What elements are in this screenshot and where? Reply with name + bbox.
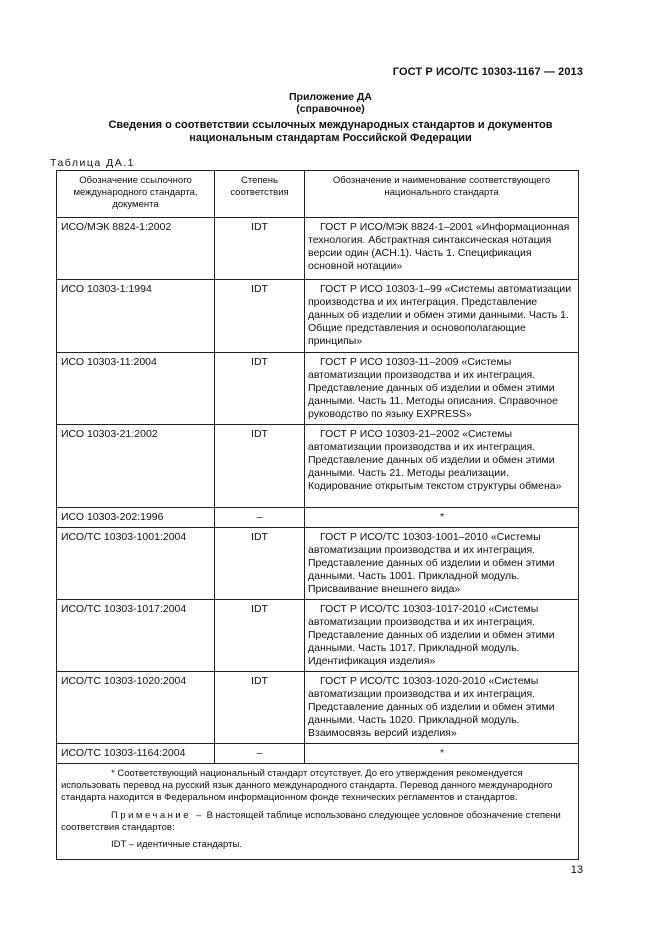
cell-standard: ИСО 10303-1:1994 <box>57 280 215 353</box>
note-lead: Примечание – <box>111 810 204 821</box>
document-code-header: ГОСТ Р ИСО/ТС 10303-1167 — 2013 <box>392 66 583 78</box>
annex-title: Приложение ДА <box>289 91 372 103</box>
cell-national <box>305 672 579 744</box>
annex-type: (справочное) <box>296 103 365 115</box>
cell-national <box>305 280 579 353</box>
cell-degree: – <box>215 744 305 764</box>
national-standard-text: ГОСТ Р ИСО 10303-21–2002 «Системы автоматизации производства и их интеграция. Представление данных об изделии и обмен этими данными. Часть 21. Методы реализации. Кодирование открытым текстом структуры обмена» <box>308 428 562 492</box>
table-row <box>57 508 579 528</box>
note-text: В настоящей таблице использовано следующее условное обозначение степени соответствия стандартов: <box>61 810 561 833</box>
column-header-standard: Обозначение ссылочного международного стандарта, документа <box>57 171 215 218</box>
table-row <box>57 744 579 764</box>
cell-degree: IDT <box>215 600 305 672</box>
cell-degree: IDT <box>215 353 305 425</box>
column-header-national: Обозначение и наименование соответствующего национального стандарта <box>305 171 579 218</box>
footnote-text: * Соответствующий национальный стандарт отсутствует. До его утверждения рекомендуется использовать перевод на русский язык данного международного стандарта. Перевод данного международного стандарта находится в Федеральном информационном фонде технических регламентов и стандартов. <box>61 768 553 803</box>
page-number: 13 <box>570 864 583 876</box>
national-standard-text: ГОСТ Р ИСО 10303-1–99 «Системы автоматизации производства и их интеграция. Представление данных об изделии и обмен этими данными. Часть 1. Общие представления и основополагающие принципы» <box>308 283 572 347</box>
cell-degree: – <box>215 508 305 528</box>
national-standard-text: ГОСТ Р ИСО/ТС 10303-1001–2010 «Системы автоматизации производства и их интеграция. Представление данных об изделии и обмен этими данными. Часть 1001. Прикладной модуль. Присваивание внешнего вида» <box>308 531 555 595</box>
footnote-cell <box>57 764 579 860</box>
table-row <box>57 218 579 280</box>
table-footnote-row <box>57 764 579 860</box>
cell-standard: ИСО 10303-202:1996 <box>57 508 215 528</box>
cell-standard: ИСО 10303-21:2002 <box>57 425 215 508</box>
table-row <box>57 353 579 425</box>
table-row <box>57 425 579 508</box>
national-standard-text: ГОСТ Р ИСО/МЭК 8824-1–2001 «Информационная технология. Абстрактная синтаксическая нотация версии один (АСН.1). Часть 1. Спецификация основной нотации» <box>308 221 570 272</box>
cell-degree: IDT <box>215 280 305 353</box>
table-label: Таблица ДА.1 <box>50 157 135 169</box>
national-standard-text: ГОСТ Р ИСО/ТС 10303-1020-2010 «Системы автоматизации производства и их интеграция. Представление данных об изделии и обмен этими данными. Часть 1020. Прикладной модуль. Взаимосвязь версий изделия» <box>308 675 555 739</box>
cell-standard: ИСО/ТС 10303-1164:2004 <box>57 744 215 764</box>
cell-degree: IDT <box>215 528 305 600</box>
annex-heading-line-1: Сведения о соответствии ссылочных международных стандартов и документов <box>108 119 553 131</box>
cell-standard: ИСО/ТС 10303-1020:2004 <box>57 672 215 744</box>
column-header-degree: Степень соответствия <box>215 171 305 218</box>
cell-standard: ИСО/ТС 10303-1001:2004 <box>57 528 215 600</box>
annex-heading-line-2: национальным стандартам Российской Федерации <box>189 132 472 144</box>
table-row <box>57 600 579 672</box>
cell-national: * <box>305 508 579 528</box>
cell-national <box>305 353 579 425</box>
table-row <box>57 528 579 600</box>
cell-degree: IDT <box>215 425 305 508</box>
correspondence-table <box>56 170 579 860</box>
cell-national <box>305 425 579 508</box>
cell-degree: IDT <box>215 218 305 280</box>
cell-degree: IDT <box>215 672 305 744</box>
table-row <box>57 280 579 353</box>
idt-definition: IDT – идентичные стандарты. <box>111 839 242 850</box>
cell-national: * <box>305 744 579 764</box>
cell-standard: ИСО/МЭК 8824-1:2002 <box>57 218 215 280</box>
cell-national <box>305 218 579 280</box>
cell-national <box>305 528 579 600</box>
cell-standard: ИСО 10303-11:2004 <box>57 353 215 425</box>
cell-national <box>305 600 579 672</box>
national-standard-text: ГОСТ Р ИСО/ТС 10303-1017-2010 «Системы автоматизации производства и их интеграция. Представление данных об изделии и обмен этими данными. Часть 1017. Прикладной модуль. Идентификация изделия» <box>308 603 555 667</box>
national-standard-text: ГОСТ Р ИСО 10303-11–2009 «Системы автоматизации производства и их интеграция. Представление данных об изделии и обмен этими данными. Часть 11. Методы описания. Справочное руководство по языку EXPRESS» <box>308 356 558 420</box>
table-row <box>57 672 579 744</box>
table-header-row <box>57 171 579 218</box>
cell-standard: ИСО/ТС 10303-1017:2004 <box>57 600 215 672</box>
note-paragraph <box>61 810 572 834</box>
